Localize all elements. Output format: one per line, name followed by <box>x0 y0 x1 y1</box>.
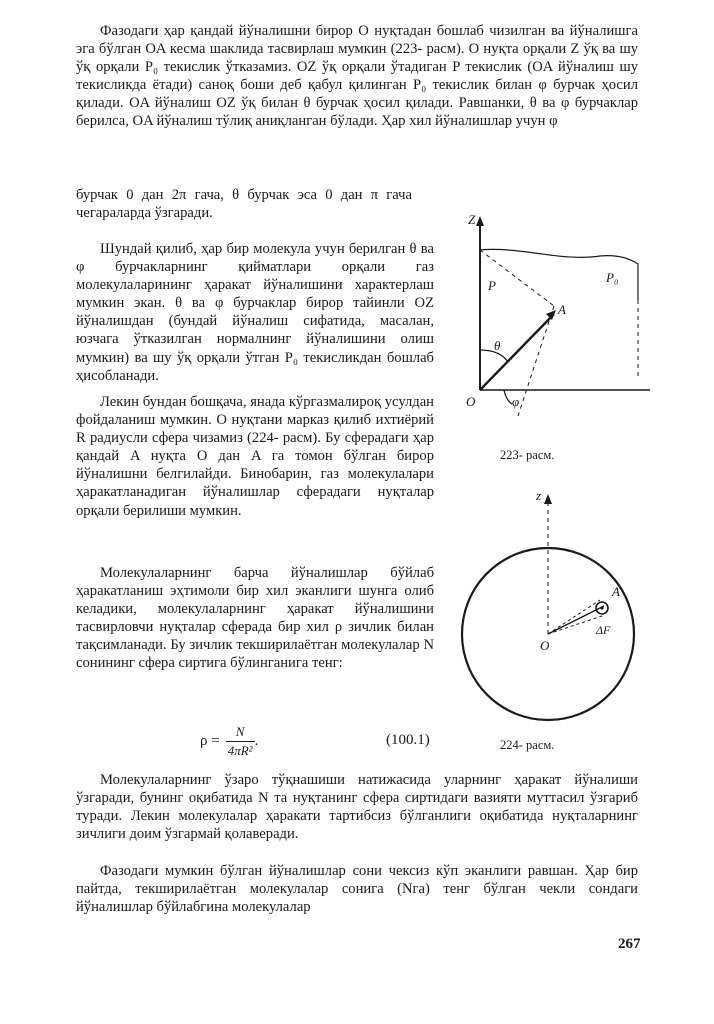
paragraph-angle-ranges: бурчак 0 дан 2π гача, θ бурчак эса 0 дан π гача чегараларда ўзгаради. <box>76 187 412 222</box>
label-df: ΔF <box>596 623 611 637</box>
paragraph-directions-intro: Фазодаги ҳар қандай йўналишни бирор O нуқтадан бошлаб чизилган ва йўналишга эга бўлган OA кесма шаклида тасвирлаш мумкин (223- расм). O нуқта орқали Z ўқ ва шу ўқ орқали P₀ текислик ўтказамиз. OZ ўқ орқали ўтадиган P текислик (OA йўналиш шу текисликда ётади) саноқ боши деб қабул қилинган P₀ текислик билан φ бурчак ҳосил қилади. OA йўналиш OZ ўқ билан θ бурчак ҳосил қилади. Равшанки, θ ва φ бурчаклар берилса, OA йўналиш тўлиқ аниқланган бўлади. Ҳар хил йўналишлар учун φ <box>76 23 638 130</box>
z-axis-arrowhead <box>476 216 484 226</box>
cone-line-upper <box>548 600 600 634</box>
label-a: A <box>558 302 566 317</box>
paragraph-sphere-method: Лекин бундан бошқача, янада кўргазмалироқ усулдан фойдаланиш мумкин. O нуқтани марказ қилиб ихтиёрий R радиусли сфера чизамиз (224- расм). Бу сферадаги ҳар қандай A нуқта O дан A га томон бўлган бирор йўналишни белгилайди. Бинобарин, газ молекулалари ҳаракатланадиган йўналишлар сферадаги нуқталар орқали берилиши мумкин. <box>76 394 434 519</box>
label-z: z <box>536 488 542 503</box>
fraction-bar <box>226 741 255 742</box>
phi-arc <box>504 390 512 404</box>
equation-number: (100.1) <box>386 732 430 748</box>
paragraph-finite-directions: Фазодаги мумкин бўлган йўналишлар сони чексиз кўп эканлиги равшан. Ҳар бир пайтда, текширилаётган молекулалар сонига (Nга) тенг бўлган чекли сондаги йўналишлар бўйлабгина молекулалар <box>76 863 638 916</box>
paragraph-uniform-density: Молекулаларнинг барча йўналишлар бўйлаб ҳаракатланиш эҳтимоли бир хил эканлиги шунга олиб келадики, молекулаларнинг ҳаракат йўналишини тасвирловчи нуқталар сферада бир хил ρ зичлик билан тақсимланади. Бу зичлик текширилаётган молекулалар N сонининг сфера сиртига бўлинганига тенг: <box>76 565 434 672</box>
figure-224-caption: 224- расм. <box>500 738 555 752</box>
formula-denominator: 4πR² <box>227 743 253 758</box>
point-a <box>600 606 603 609</box>
label-p: P <box>488 278 496 293</box>
paragraph-angles-characterize: Шундай қилиб, ҳар бир молекула учун берилган θ ва φ бурчакларнинг қийматлари орқали газ молекулаларининг ҳаракат йўналишини характерлаш мумкин экан. θ ва φ бурчаклар бирор тайинли OZ йўналишдан (бундай йўналиш сифатида, масалан, юзчага ўтказилган нормалнинг йўналишини олиш мумкин) ва шу ўқ орқали ўтган P₀ текисликдан бошлаб ҳисобланади. <box>76 241 434 384</box>
plane-p-projection <box>518 306 554 416</box>
paragraph-collisions: Молекулаларнинг ўзаро тўқнашиши натижасида уларнинг ҳаракат йўналиши ўзгаради, бунинг оқибатида N та нуқтанинг сфера сиртидаги вазияти муттасил ўзгариб туради. Лекин молекулалар ҳаракати тартибсиз бўлганлиги оқибатида нуқталарнинг зичлиги доим ўзгармай қолаверади. <box>76 772 638 843</box>
figure-224-diagram <box>452 488 648 728</box>
vector-oa <box>480 314 554 390</box>
label-phi: φ <box>512 394 520 409</box>
z-axis-arrowhead <box>544 494 552 504</box>
label-theta: θ <box>494 338 501 353</box>
figure-223-caption: 223- расм. <box>500 448 555 462</box>
density-formula <box>200 724 258 759</box>
figure-223-diagram <box>460 210 660 440</box>
formula-lhs: ρ = <box>200 733 220 749</box>
formula-numerator: N <box>235 724 245 739</box>
label-p0: P₀ <box>606 270 619 285</box>
label-o: O <box>540 638 550 653</box>
label-o: O <box>466 394 476 409</box>
page-number: 267 <box>618 936 641 952</box>
cone-line-lower <box>548 616 602 634</box>
label-z: Z <box>468 212 476 227</box>
formula-trailing: . <box>254 733 259 749</box>
label-a: A <box>612 584 620 599</box>
formula-fraction <box>226 724 255 759</box>
